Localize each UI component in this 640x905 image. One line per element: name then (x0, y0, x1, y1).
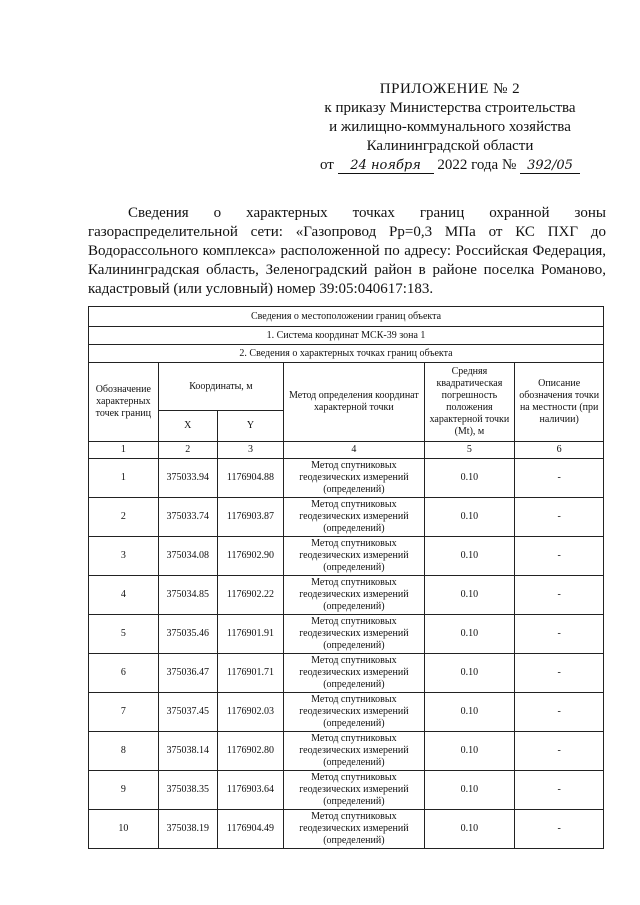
method-cell: Метод спутниковых геодезических измерений (определений) (284, 498, 424, 537)
point-id-cell: 3 (89, 537, 159, 576)
description-cell: - (515, 498, 604, 537)
x-coordinate-cell: 375034.08 (158, 537, 217, 576)
error-cell: 0.10 (424, 732, 515, 771)
y-coordinate-cell: 1176902.90 (217, 537, 283, 576)
description-cell: - (515, 537, 604, 576)
table-row (89, 537, 604, 576)
point-id-cell: 5 (89, 615, 159, 654)
error-cell: 0.10 (424, 654, 515, 693)
table-row (89, 459, 604, 498)
date-suffix: 2022 года № (437, 157, 517, 173)
header-coordinates: Координаты, м (158, 363, 284, 411)
description-cell: - (515, 576, 604, 615)
method-cell: Метод спутниковых геодезических измерений (определений) (284, 459, 424, 498)
description-cell: - (515, 810, 604, 849)
x-coordinate-cell: 375037.45 (158, 693, 217, 732)
col-number: 1 (89, 442, 159, 459)
header-error: Средняя квадратическая погрешность положения характерной точки (Mt), м (424, 363, 515, 442)
order-line-3: Калининградской области (366, 138, 534, 154)
x-coordinate-cell: 375035.46 (158, 615, 217, 654)
method-cell: Метод спутниковых геодезических измерений (определений) (284, 576, 424, 615)
y-coordinate-cell: 1176903.87 (217, 498, 283, 537)
point-id-cell: 9 (89, 771, 159, 810)
col-number: 2 (158, 442, 217, 459)
y-coordinate-cell: 1176902.22 (217, 576, 283, 615)
point-id-cell: 1 (89, 459, 159, 498)
header-y: Y (217, 411, 283, 442)
table-body (89, 459, 604, 849)
error-cell: 0.10 (424, 498, 515, 537)
error-cell: 0.10 (424, 810, 515, 849)
method-cell: Метод спутниковых геодезических измерений (определений) (284, 654, 424, 693)
y-coordinate-cell: 1176901.71 (217, 654, 283, 693)
point-id-cell: 10 (89, 810, 159, 849)
header-point-designation: Обозначение характерных точек границ (89, 363, 159, 442)
description-cell: - (515, 615, 604, 654)
point-id-cell: 8 (89, 732, 159, 771)
y-coordinate-cell: 1176904.88 (217, 459, 283, 498)
method-cell: Метод спутниковых геодезических измерений (определений) (284, 771, 424, 810)
x-coordinate-cell: 375033.74 (158, 498, 217, 537)
x-coordinate-cell: 375038.14 (158, 732, 217, 771)
y-coordinate-cell: 1176903.64 (217, 771, 283, 810)
table-row (89, 693, 604, 732)
error-cell: 0.10 (424, 693, 515, 732)
handwritten-date: 24 ноября (338, 159, 434, 174)
y-coordinate-cell: 1176902.03 (217, 693, 283, 732)
method-cell: Метод спутниковых геодезических измерений (определений) (284, 615, 424, 654)
table-row (89, 498, 604, 537)
description-cell: - (515, 693, 604, 732)
error-cell: 0.10 (424, 537, 515, 576)
point-id-cell: 4 (89, 576, 159, 615)
error-cell: 0.10 (424, 615, 515, 654)
order-line-1: к приказу Министерства строительства (324, 100, 576, 116)
table-row (89, 654, 604, 693)
error-cell: 0.10 (424, 459, 515, 498)
error-cell: 0.10 (424, 771, 515, 810)
x-coordinate-cell: 375038.35 (158, 771, 217, 810)
appendix-title: ПРИЛОЖЕНИЕ № 2 (379, 81, 521, 97)
x-coordinate-cell: 375038.19 (158, 810, 217, 849)
intro-paragraph: Сведения о характерных точках границ охранной зоны газораспределительной сети: «Газопровод Рр=0,3 МПа от КС ПХГ до Водорассольного комплекса» расположенной по адресу: Российская Федерация, Калининградская область, Зеленоградский район в районе поселка Романово, кадастровый (или условный) номер 39:05:040617:183. (88, 205, 606, 297)
table-row (89, 576, 604, 615)
col-number: 6 (515, 442, 604, 459)
description-cell: - (515, 459, 604, 498)
y-coordinate-cell: 1176902.80 (217, 732, 283, 771)
description-cell: - (515, 771, 604, 810)
col-number: 4 (284, 442, 424, 459)
x-coordinate-cell: 375036.47 (158, 654, 217, 693)
header-x: X (158, 411, 217, 442)
table-row (89, 732, 604, 771)
table-row (89, 615, 604, 654)
points-section-row: 2. Сведения о характерных точках границ объекта (89, 345, 604, 363)
method-cell: Метод спутниковых геодезических измерений (определений) (284, 537, 424, 576)
y-coordinate-cell: 1176904.49 (217, 810, 283, 849)
method-cell: Метод спутниковых геодезических измерений (определений) (284, 732, 424, 771)
order-date-line (300, 156, 600, 175)
point-id-cell: 7 (89, 693, 159, 732)
col-number: 3 (217, 442, 283, 459)
handwritten-number: 392/05 (520, 159, 580, 174)
col-number: 5 (424, 442, 515, 459)
header-method: Метод определения координат характерной точки (284, 363, 424, 442)
table-row (89, 771, 604, 810)
coordinate-system-row: 1. Система координат МСК-39 зона 1 (89, 327, 604, 345)
x-coordinate-cell: 375034.85 (158, 576, 217, 615)
error-cell: 0.10 (424, 576, 515, 615)
date-prefix: от (319, 157, 334, 173)
point-id-cell: 6 (89, 654, 159, 693)
description-cell: - (515, 654, 604, 693)
table-caption: Сведения о местоположении границ объекта (89, 307, 604, 327)
y-coordinate-cell: 1176901.91 (217, 615, 283, 654)
method-cell: Метод спутниковых геодезических измерений (определений) (284, 693, 424, 732)
order-line-2: и жилищно-коммунального хозяйства (329, 119, 571, 135)
boundary-points-table (88, 306, 604, 849)
description-cell: - (515, 732, 604, 771)
method-cell: Метод спутниковых геодезических измерений (определений) (284, 810, 424, 849)
x-coordinate-cell: 375033.94 (158, 459, 217, 498)
table-row (89, 810, 604, 849)
point-id-cell: 2 (89, 498, 159, 537)
header-description: Описание обозначения точки на местности (при наличии) (515, 363, 604, 442)
appendix-header (300, 80, 600, 175)
